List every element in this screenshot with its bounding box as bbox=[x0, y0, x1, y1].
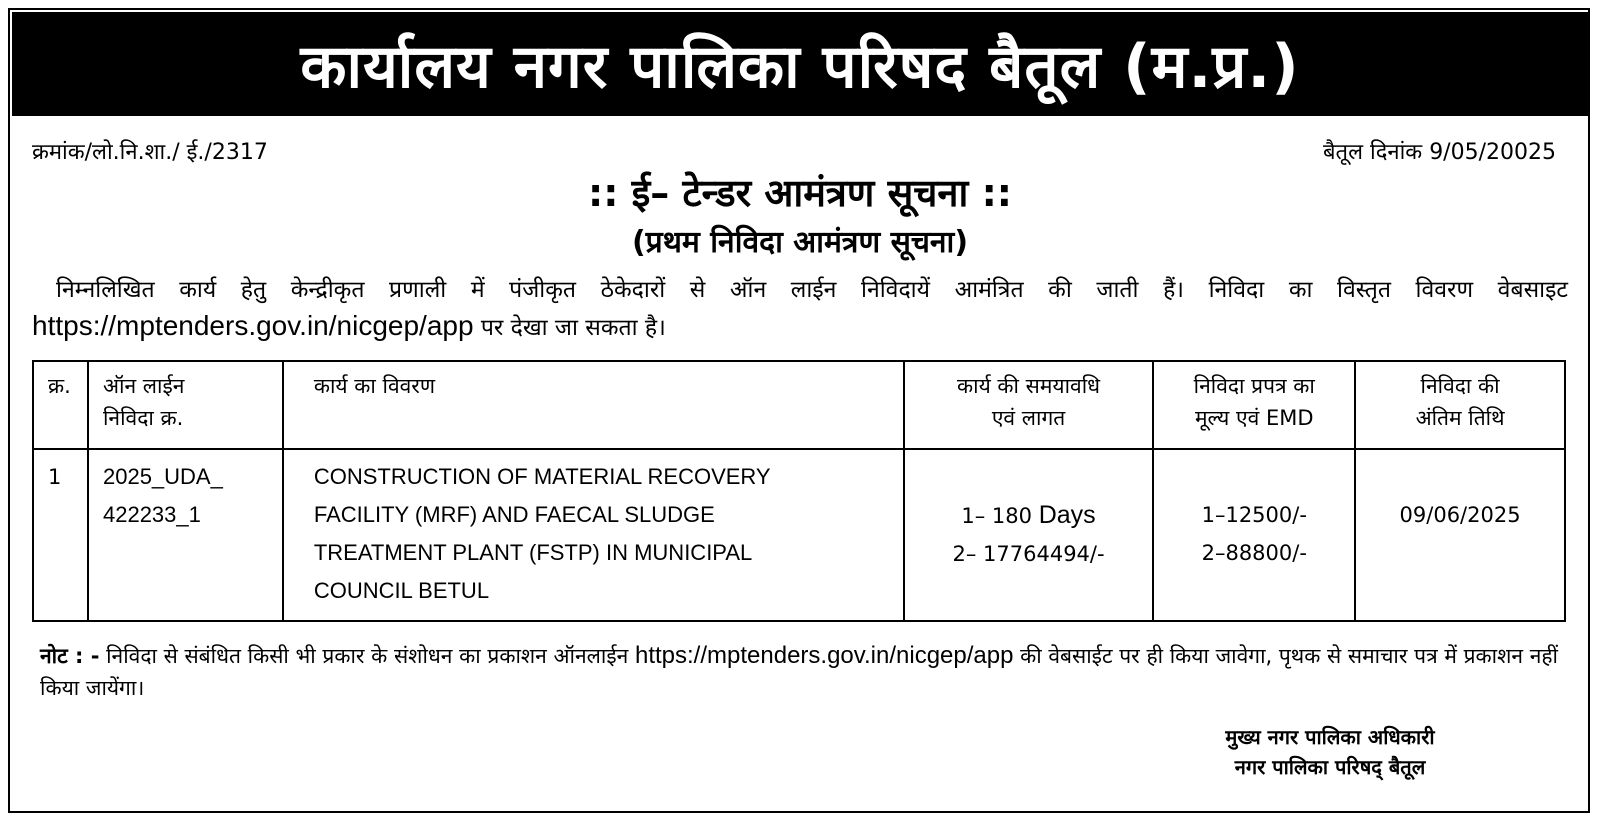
tender-website-link[interactable]: https://mptenders.gov.in/nicgep/app bbox=[32, 310, 474, 341]
notice-title: :: ई– टेन्डर आमंत्रण सूचना :: bbox=[588, 171, 1012, 215]
office-title: कार्यालय नगर पालिका परिषद बैतूल (म.प्र.) bbox=[300, 32, 1300, 102]
emd-value: 2–88800/- bbox=[1201, 541, 1307, 565]
row-sno: 1 bbox=[33, 449, 88, 621]
notice-date: बैतूल दिनांक 9/05/20025 bbox=[1323, 140, 1556, 165]
note-label: नोट : - bbox=[40, 644, 100, 668]
intro-paragraph bbox=[32, 272, 1568, 346]
note-text-tail: की वेबसाईट पर ही किया जावेगा, पृथक से समाचार पत्र में प्रकाशन नहीं किया जायेंगा। bbox=[40, 644, 1558, 700]
cost-value: 2– 17764494/- bbox=[952, 542, 1105, 566]
header-sno: क्र. bbox=[33, 361, 88, 449]
header-duration-cost: कार्य की समयावधि एवं लागत bbox=[904, 361, 1154, 449]
note-paragraph bbox=[40, 640, 1560, 704]
tender-table bbox=[32, 360, 1566, 622]
signature-designation: मुख्य नगर पालिका अधिकारी bbox=[1225, 725, 1435, 749]
header-tender-no: ऑन लाईन निविदा क्र. bbox=[88, 361, 283, 449]
note-website-link[interactable]: https://mptenders.gov.in/nicgep/app bbox=[634, 642, 1014, 669]
intro-text: निम्नलिखित कार्य हेतु केन्द्रीकृत प्रणाली में पंजीकृत ठेकेदारों से ऑन लाईन निविदायें आमंत्रित की जाती हैं। निविदा का विस्तृत विवरण वेबसाइट bbox=[56, 277, 1568, 303]
reference-number: क्रमांक/लो.नि.शा./ ई./2317 bbox=[32, 140, 268, 165]
form-cost-value: 1–12500/- bbox=[1201, 503, 1307, 527]
note-text: निविदा से संबंधित किसी भी प्रकार के संशोधन का प्रकाशन ऑनलाईन bbox=[106, 644, 629, 668]
header-form-cost-emd: निविदा प्रपत्र का मूल्य एवं EMD bbox=[1153, 361, 1355, 449]
row-tender-no: 2025_UDA_ 422233_1 bbox=[88, 449, 283, 621]
signature-office: नगर पालिका परिषद् बैतूल bbox=[1234, 755, 1426, 779]
duration-value: 1– 180 Days bbox=[961, 501, 1096, 529]
row-duration-cost bbox=[904, 449, 1154, 621]
row-form-cost-emd bbox=[1153, 449, 1355, 621]
signature-block bbox=[1160, 722, 1500, 782]
header-last-date: निविदा की अंतिम तिथि bbox=[1355, 361, 1565, 449]
table-row bbox=[33, 449, 1565, 621]
row-last-date: 09/06/2025 bbox=[1355, 449, 1565, 621]
office-header bbox=[12, 12, 1588, 116]
row-description: CONSTRUCTION OF MATERIAL RECOVERY FACILITY (MRF) AND FAECAL SLUDGE TREATMENT PLANT (FSTP) IN MUNICIPAL COUNCIL BETUL bbox=[283, 449, 904, 621]
table-header-row bbox=[33, 361, 1565, 449]
intro-tail: पर देखा जा सकता है। bbox=[480, 315, 666, 341]
notice-subtitle: (प्रथम निविदा आमंत्रण सूचना) bbox=[631, 225, 969, 260]
header-description: कार्य का विवरण bbox=[283, 361, 904, 449]
